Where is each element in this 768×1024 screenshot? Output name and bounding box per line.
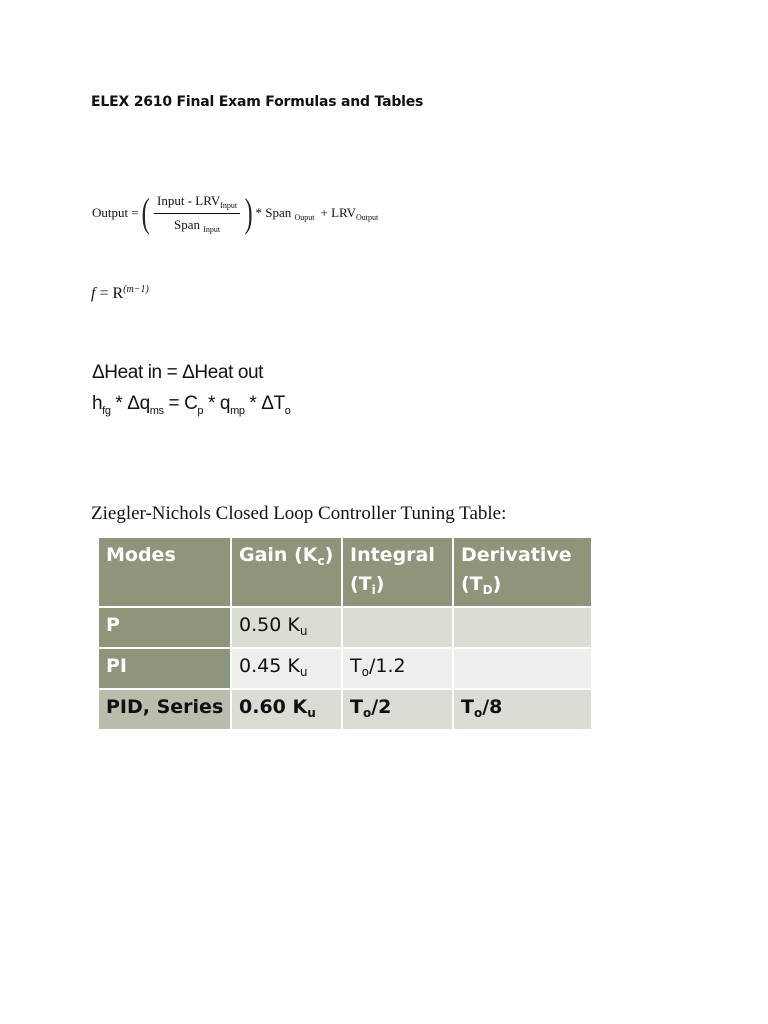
heat-dq-sub: ms xyxy=(149,405,164,417)
fraction-denominator xyxy=(174,214,220,234)
row-derivative xyxy=(453,689,592,730)
row-derivative xyxy=(453,648,592,689)
input-fraction xyxy=(154,193,240,234)
derivative-text: T xyxy=(461,696,474,718)
heat-dq: * Δq xyxy=(110,393,150,414)
heat-balance-line: ΔHeat in = ΔHeat out xyxy=(92,362,264,383)
row-integral xyxy=(342,689,453,730)
span-subscript: Ouput xyxy=(294,212,315,222)
table-row xyxy=(98,689,592,730)
heat-cp-sub: p xyxy=(197,405,204,417)
derivative-tail: /8 xyxy=(482,696,503,718)
heat-dt: * ΔT xyxy=(244,393,285,414)
left-paren: ( xyxy=(141,190,150,235)
span-output-term xyxy=(255,205,314,222)
header-integral-close: ) xyxy=(375,573,385,595)
ziegler-nichols-table xyxy=(97,536,593,731)
integral-sub: o xyxy=(361,665,369,679)
row-gain xyxy=(231,648,342,689)
f-formula xyxy=(91,284,149,303)
row-mode: PI xyxy=(98,648,231,689)
gain-text: 0.45 K xyxy=(239,655,300,677)
gain-text: 0.60 K xyxy=(239,696,308,718)
span-text: * Span xyxy=(255,204,292,220)
header-derivative-close: ) xyxy=(492,573,502,595)
integral-tail: /1.2 xyxy=(368,655,406,677)
output-scaling-formula xyxy=(92,186,378,240)
row-derivative xyxy=(453,607,592,648)
table-row xyxy=(98,648,592,689)
header-derivative-sub: D xyxy=(482,583,493,597)
denominator-subscript: Input xyxy=(203,224,221,234)
header-integral xyxy=(342,537,453,607)
heat-dt-sub: o xyxy=(284,405,291,417)
numerator-subscript: Input xyxy=(220,200,238,210)
heat-h-sub: fg xyxy=(102,405,111,417)
header-gain-sub: c xyxy=(317,554,325,568)
gain-text: 0.50 K xyxy=(239,614,300,636)
row-gain xyxy=(231,689,342,730)
right-paren: ) xyxy=(244,190,253,235)
fraction-numerator xyxy=(154,193,240,214)
numerator-text: Input - LRV xyxy=(157,192,221,208)
formula-output-lhs: Output = xyxy=(92,205,139,220)
gain-sub: u xyxy=(299,665,308,679)
derivative-sub: o xyxy=(473,706,483,720)
integral-text: T xyxy=(350,696,363,718)
row-integral xyxy=(342,607,453,648)
header-integral-text: Integral (T xyxy=(350,544,435,595)
denominator-text: Span xyxy=(174,216,201,232)
document-title: ELEX 2610 Final Exam Formulas and Tables xyxy=(91,94,424,110)
header-modes: Modes xyxy=(98,537,231,607)
row-mode: P xyxy=(98,607,231,648)
integral-sub: o xyxy=(362,706,372,720)
f-symbol: f xyxy=(91,285,96,302)
gain-sub: u xyxy=(307,706,316,720)
row-integral xyxy=(342,648,453,689)
heat-q: * q xyxy=(203,393,231,414)
table-header-row xyxy=(98,537,592,607)
header-gain xyxy=(231,537,342,607)
row-gain xyxy=(231,607,342,648)
lrv-output-term xyxy=(320,205,378,222)
f-equals: = R xyxy=(95,285,124,302)
gain-sub: u xyxy=(299,624,308,638)
header-gain-close: ) xyxy=(324,544,334,566)
heat-q-sub: mp xyxy=(230,405,245,417)
integral-tail: /2 xyxy=(371,696,392,718)
heat-h: h xyxy=(92,393,103,414)
header-gain-text: Gain (K xyxy=(239,544,318,566)
header-derivative xyxy=(453,537,592,607)
lrv-subscript: Output xyxy=(356,212,379,222)
integral-text: T xyxy=(350,655,362,677)
lrv-text: + LRV xyxy=(320,204,357,220)
f-exponent: (m−1) xyxy=(123,284,149,295)
header-integral-sub: i xyxy=(371,583,376,597)
row-mode: PID, Series xyxy=(98,689,231,730)
heat-balance-equation xyxy=(92,393,291,417)
table-row xyxy=(98,607,592,648)
header-derivative-text: Derivative (T xyxy=(461,544,572,595)
table-caption: Ziegler-Nichols Closed Loop Controller Tuning Table: xyxy=(91,503,507,524)
heat-cp: = C xyxy=(163,393,198,414)
